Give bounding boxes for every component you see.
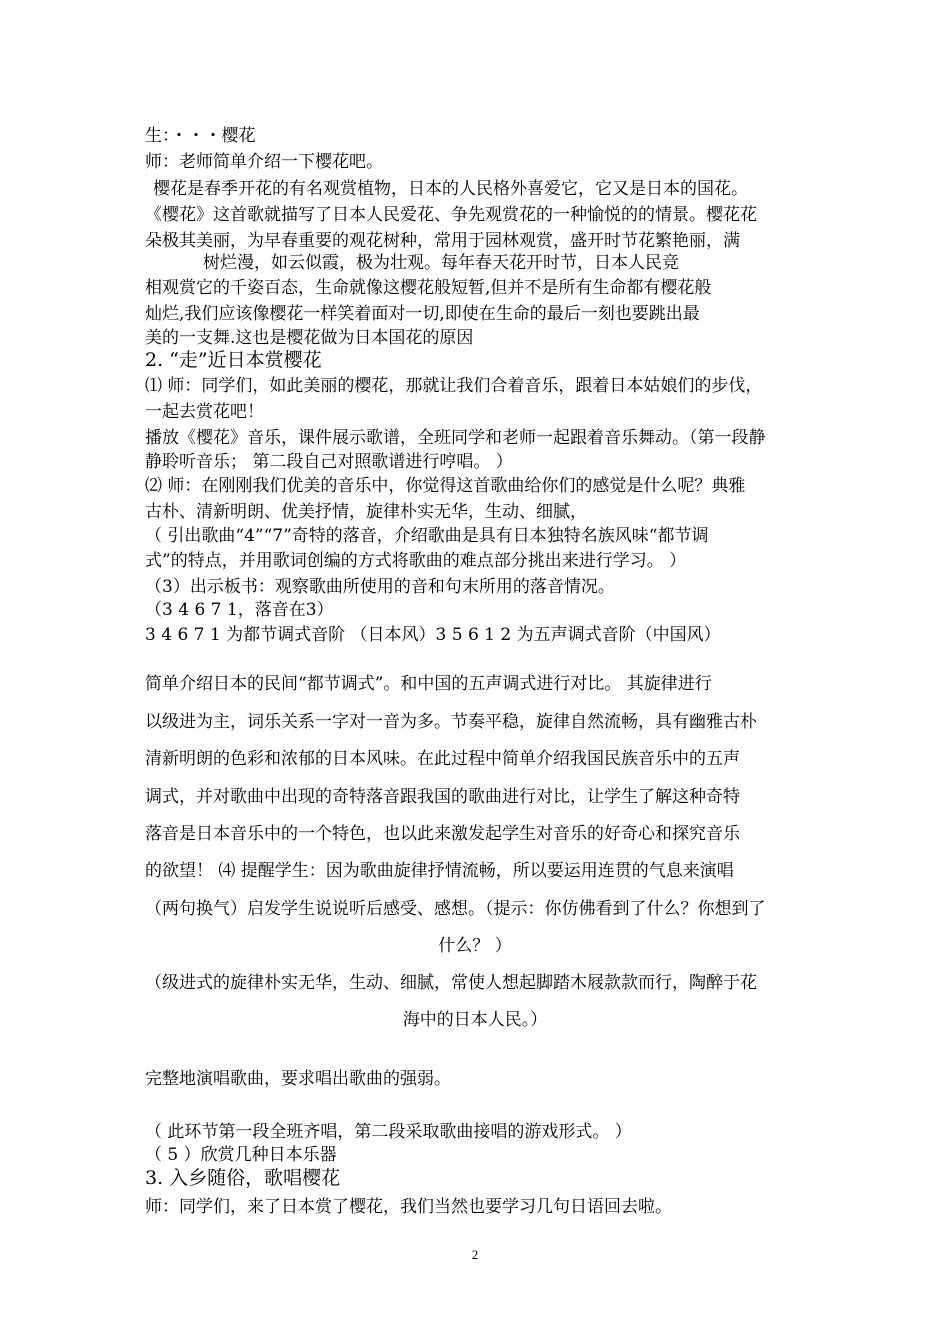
text-line: 一起去赏花吧！ [145, 402, 264, 422]
text-line: 古朴、清新明朗、优美抒情，旋律朴实无华，生动、细腻， [145, 502, 587, 522]
text-line: 生：・・・樱花 [145, 126, 256, 146]
paragraph-line-centered: 什么？ ） [438, 936, 512, 956]
text-line: 灿烂,我们应该像樱花一样笑着面对一切,即使在生命的最后一刻也要跳出最 [145, 304, 700, 324]
text-line: 《樱花》这首歌就描写了日本人民爱花、争先观赏花的一种愉悦的的情景。樱花花 [145, 205, 757, 225]
text-line: 相观赏它的千姿百态，生命就像这樱花般短暂,但并不是所有生命都有樱花般 [145, 278, 712, 298]
paragraph-line: 的欲望！ ⑷ 提醒学生：因为歌曲旋律抒情流畅，所以要运用连贯的气息来演唱 [145, 861, 734, 881]
text-line: （3）出示板书：观察歌曲所使用的音和句末所用的落音情况。 [145, 577, 615, 597]
section-heading: 2. “走”近日本赏樱花 [145, 349, 322, 371]
text-line: 师：同学们，来了日本赏了樱花，我们当然也要学习几句日语回去啦。 [145, 1197, 672, 1217]
text-line: 美的一支舞.这也是樱花做为日本国花的原因 [145, 328, 474, 348]
section-heading: 3. 入乡随俗，歌唱樱花 [145, 1167, 341, 1189]
paragraph-line: （级进式的旋律朴实无华，生动、细腻，常使人想起脚踏木屐款款而行，陶醉于花 [145, 973, 757, 993]
text-line: 树烂漫，如云似霞，极为壮观。每年春天花开时节，日本人民竞 [203, 253, 679, 273]
paragraph-line: 清新明朗的色彩和浓郁的日本风味。在此过程中简单介绍我国民族音乐中的五声 [145, 749, 740, 769]
paragraph-line: 落音是日本音乐中的一个特色，也以此来激发起学生对音乐的好奇心和探究音乐 [145, 824, 740, 844]
text-line: （ 此环节第一段全班齐唱，第二段采取歌曲接唱的游戏形式。 ） [145, 1122, 632, 1142]
text-line: 朵极其美丽，为早春重要的观花树种，常用于园林观赏，盛开时节花繁艳丽，满 [145, 231, 740, 251]
text-line: （3 4 6 7 1，落音在3） [145, 600, 334, 620]
text-line: 完整地演唱歌曲，要求唱出歌曲的强弱。 [145, 1069, 451, 1089]
text-line: 静聆听音乐； 第二段自己对照歌谱进行哼唱。 ） [145, 452, 513, 472]
paragraph-line-centered: 海中的日本人民。） [402, 1010, 548, 1030]
paragraph-line: 调式，并对歌曲中出现的奇特落音跟我国的歌曲进行对比，让学生了解这种奇特 [145, 787, 740, 807]
text-line: 樱花是春季开花的有名观赏植物，日本的人民格外喜爱它，它又是日本的国花。 [153, 179, 748, 199]
text-line: 师：老师简单介绍一下樱花吧。 [145, 152, 383, 172]
paragraph-line: 以级进为主，词乐关系一字对一音为多。节奏平稳，旋律自然流畅，具有幽雅古朴 [145, 712, 757, 732]
text-line: （ 5 ）欣赏几种日本乐器 [145, 1145, 337, 1165]
paragraph-line: （两句换气）启发学生说说听后感受、感想。（提示：你仿佛看到了什么？你想到了 [145, 899, 766, 919]
text-line: ⑵ 师：在刚刚我们优美的音乐中，你觉得这首歌曲给你们的感觉是什么呢？典雅 [145, 476, 746, 496]
text-line: ⑴ 师：同学们，如此美丽的樱花，那就让我们合着音乐，跟着日本姑娘们的步伐， [145, 376, 763, 396]
page-number: 2 [471, 1247, 479, 1262]
text-line: 3 4 6 7 1 为都节调式音阶 （日本风）3 5 6 1 2 为五声调式音阶（中国风） [145, 625, 721, 645]
text-line: （ 引出歌曲“4”“7”奇特的落音，介绍歌曲是具有日本独特名族风味“都节调 [145, 526, 709, 546]
text-line: 播放《樱花》音乐，课件展示歌谱，全班同学和老师一起跟着音乐舞动。（第一段静 [145, 428, 766, 448]
text-line: 式”的特点，并用歌词创编的方式将歌曲的难点部分挑出来进行学习。 ） [145, 551, 687, 571]
paragraph-line: 简单介绍日本的民间“都节调式”。和中国的五声调式进行对比。 其旋律进行 [145, 674, 712, 694]
